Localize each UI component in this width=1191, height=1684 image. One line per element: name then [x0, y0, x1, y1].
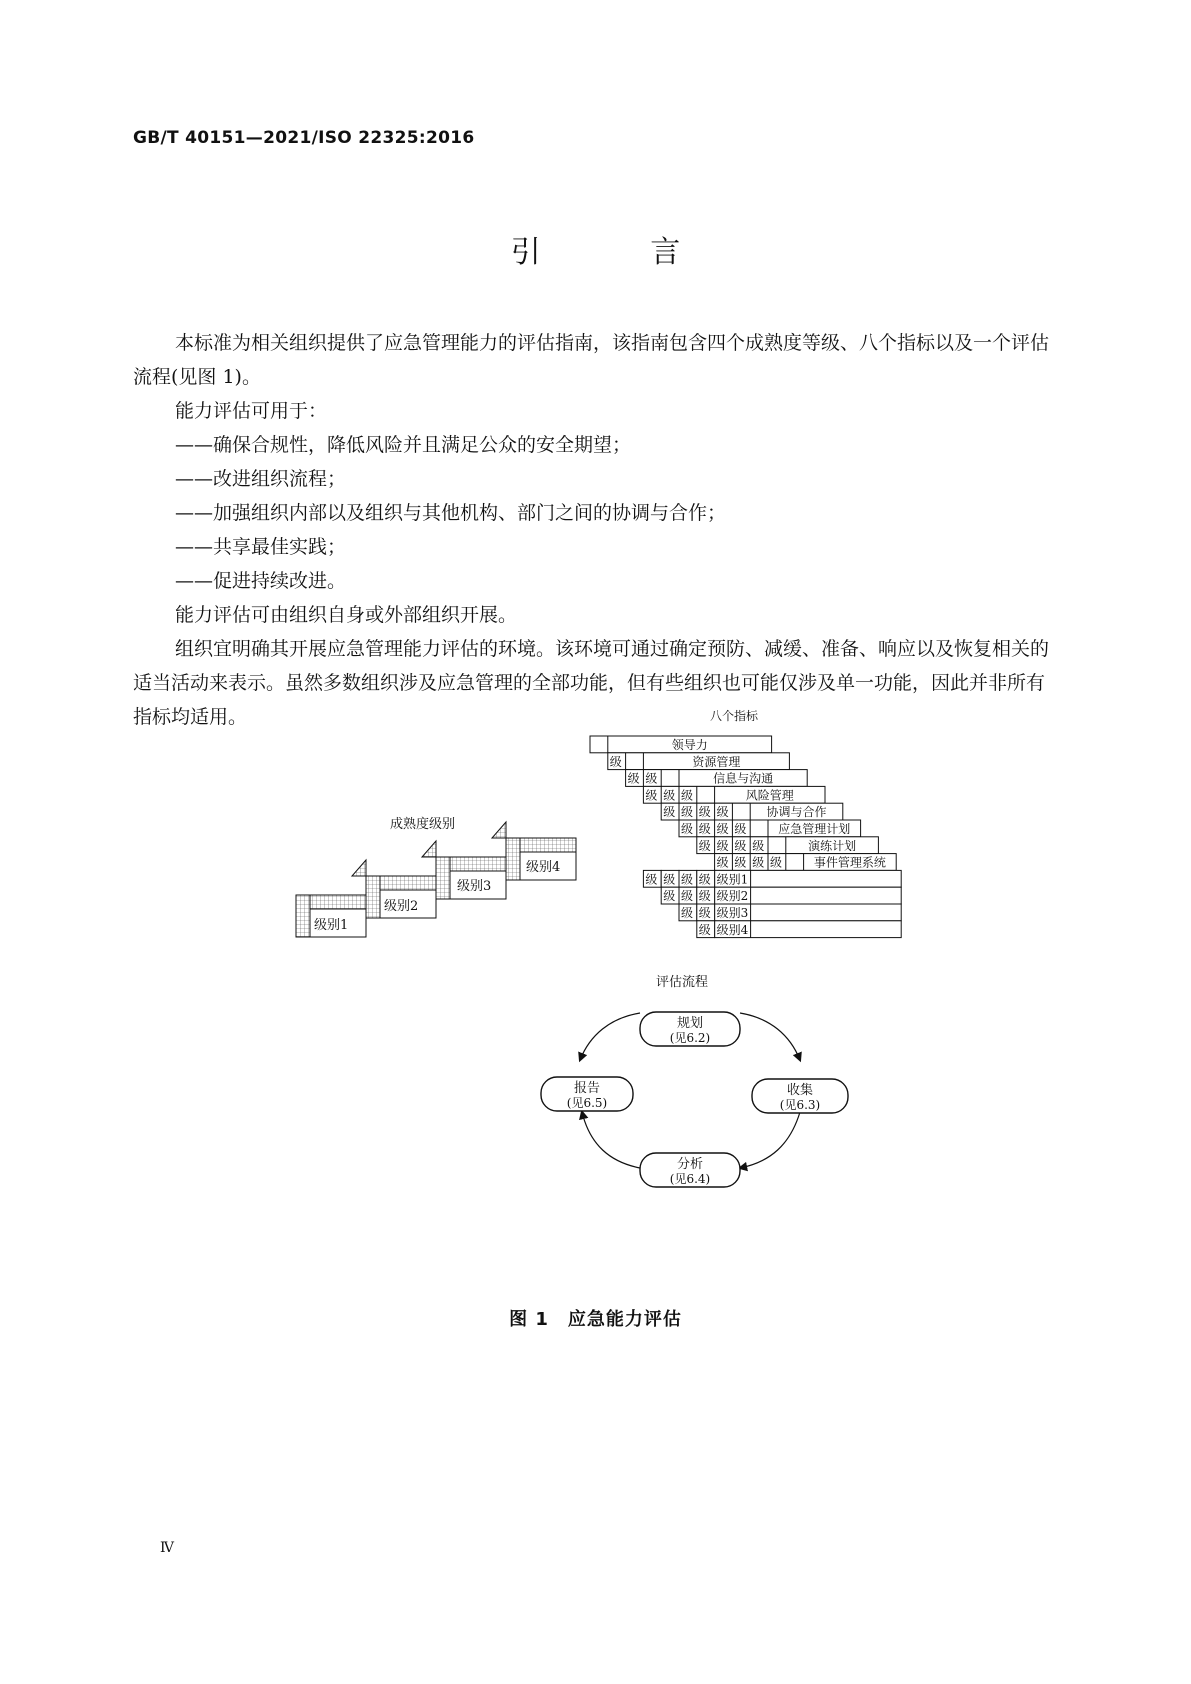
table-level-label: 级别3 — [716, 906, 749, 920]
figure-caption: 图 1 应急能力评估 — [509, 1309, 682, 1330]
level-1-label: 级别1 — [314, 918, 349, 933]
level-4-label: 级别4 — [526, 860, 561, 875]
grade-cell-label: 级 — [681, 805, 694, 820]
indicator-cascade — [590, 708, 901, 938]
grade-cell-label: 级 — [698, 889, 711, 904]
list-item: ——加强组织内部以及组织与其他机构、部门之间的协调与合作； — [175, 502, 727, 524]
indicator-label: 演练计划 — [808, 838, 857, 853]
grade-cell-label: 级 — [716, 855, 729, 870]
assessment-process — [541, 974, 848, 1187]
level-row — [697, 921, 901, 938]
indicator-label: 领导力 — [671, 738, 708, 752]
indicator-label: 应急管理计划 — [778, 822, 851, 836]
process-plan-name: 规划 — [676, 1016, 704, 1031]
grade-cell-label: 级 — [645, 771, 658, 786]
grade-cell-label: 级 — [752, 838, 765, 853]
grade-cell-label: 级 — [663, 805, 676, 820]
grade-cell-label: 级 — [663, 872, 676, 887]
level-row — [661, 887, 901, 904]
list-item: ——共享最佳实践； — [175, 536, 347, 558]
grade-cell-label: 级 — [698, 838, 711, 853]
process-report-ref: (见6.5) — [566, 1096, 608, 1110]
paragraph-environment: 组织宜明确其开展应急管理能力评估的环境。该环境可通过确定预防、减缓、准备、响应以及恢复相关的适当活动来表示。虽然多数组织涉及应急管理的全部功能，但有些组织也可能仅涉及单一功能，因此并非所有指标均适用。 — [133, 638, 1050, 728]
list-item: ——改进组织流程； — [175, 468, 347, 490]
indicator-row — [715, 854, 897, 871]
grade-cell-label: 级 — [681, 788, 694, 803]
level-row — [679, 904, 901, 921]
process-plan-ref: (见6.2) — [669, 1031, 711, 1045]
table-level-label: 级别4 — [716, 922, 749, 937]
indicator-label: 风险管理 — [745, 788, 794, 803]
indicator-label: 协调与合作 — [766, 805, 827, 820]
process-title: 评估流程 — [656, 975, 709, 990]
grade-cell-label: 级 — [681, 822, 694, 836]
indicator-row — [643, 786, 825, 803]
grade-cell-label: 级 — [770, 855, 783, 870]
indicator-row — [697, 837, 879, 854]
grade-cell-label: 级 — [681, 889, 694, 904]
grade-cell-label: 级 — [698, 906, 711, 920]
grade-cell-label: 级 — [609, 754, 622, 769]
indicator-label: 信息与沟通 — [713, 771, 774, 786]
process-collect-ref: (见6.3) — [779, 1098, 821, 1112]
list-item: ——确保合规性，降低风险并且满足公众的安全期望； — [175, 434, 632, 456]
indicator-row — [679, 820, 861, 837]
level-3-label: 级别3 — [457, 879, 492, 894]
grade-cell-label: 级 — [663, 788, 676, 803]
maturity-title: 成熟度级别 — [390, 817, 456, 832]
level-2-label: 级别2 — [384, 899, 419, 914]
indicator-row — [626, 770, 808, 787]
grade-cell-label: 级 — [645, 788, 658, 803]
indicator-row — [661, 803, 843, 820]
page-title: 引 言 — [510, 235, 731, 270]
grade-cell-label: 级 — [716, 838, 729, 853]
list-item: ——促进持续改进。 — [175, 570, 347, 592]
grade-cell-label: 级 — [698, 822, 711, 836]
grade-cell-label: 级 — [698, 922, 711, 937]
grade-cell-label: 级 — [716, 805, 729, 820]
indicator-row — [590, 736, 772, 753]
standard-code: GB/T 40151—2021/ISO 22325:2016 — [133, 128, 475, 148]
grade-cell-label: 级 — [663, 889, 676, 904]
step-1-riser — [296, 895, 310, 937]
maturity-staircase — [296, 816, 576, 937]
table-level-label: 级别2 — [716, 889, 749, 904]
grade-cell-label: 级 — [698, 872, 711, 887]
grade-cell-label: 级 — [698, 805, 711, 820]
process-analyze-name: 分析 — [676, 1157, 704, 1172]
page-number: Ⅳ — [160, 1540, 174, 1556]
grade-cell-label: 级 — [752, 855, 765, 870]
process-analyze-ref: (见6.4) — [669, 1172, 711, 1186]
paragraph-intro: 本标准为相关组织提供了应急管理能力的评估指南，该指南包含四个成熟度等级、八个指标以及一个评估流程(见图 1)。 — [133, 332, 1050, 388]
grade-cell-label: 级 — [734, 855, 747, 870]
grade-cell-label: 级 — [716, 822, 729, 836]
process-report-name: 报告 — [573, 1081, 601, 1096]
indicator-label: 资源管理 — [692, 754, 741, 769]
grade-cell-label: 级 — [681, 906, 694, 920]
indicators-title: 八个指标 — [710, 709, 759, 723]
grade-cell-label: 级 — [627, 771, 640, 786]
table-level-label: 级别1 — [716, 872, 749, 887]
grade-cell-label: 级 — [681, 872, 694, 887]
paragraph-assessor: 能力评估可由组织自身或外部组织开展。 — [175, 604, 518, 626]
indicator-row — [608, 753, 790, 770]
level-row — [643, 870, 901, 887]
grade-cell-label: 级 — [645, 872, 658, 887]
process-collect-name: 收集 — [786, 1083, 814, 1098]
grade-cell-label: 级 — [734, 838, 747, 853]
indicator-label: 事件管理系统 — [813, 855, 886, 870]
grade-cell-label: 级 — [734, 822, 747, 836]
paragraph-uses-lead: 能力评估可用于： — [175, 400, 328, 422]
